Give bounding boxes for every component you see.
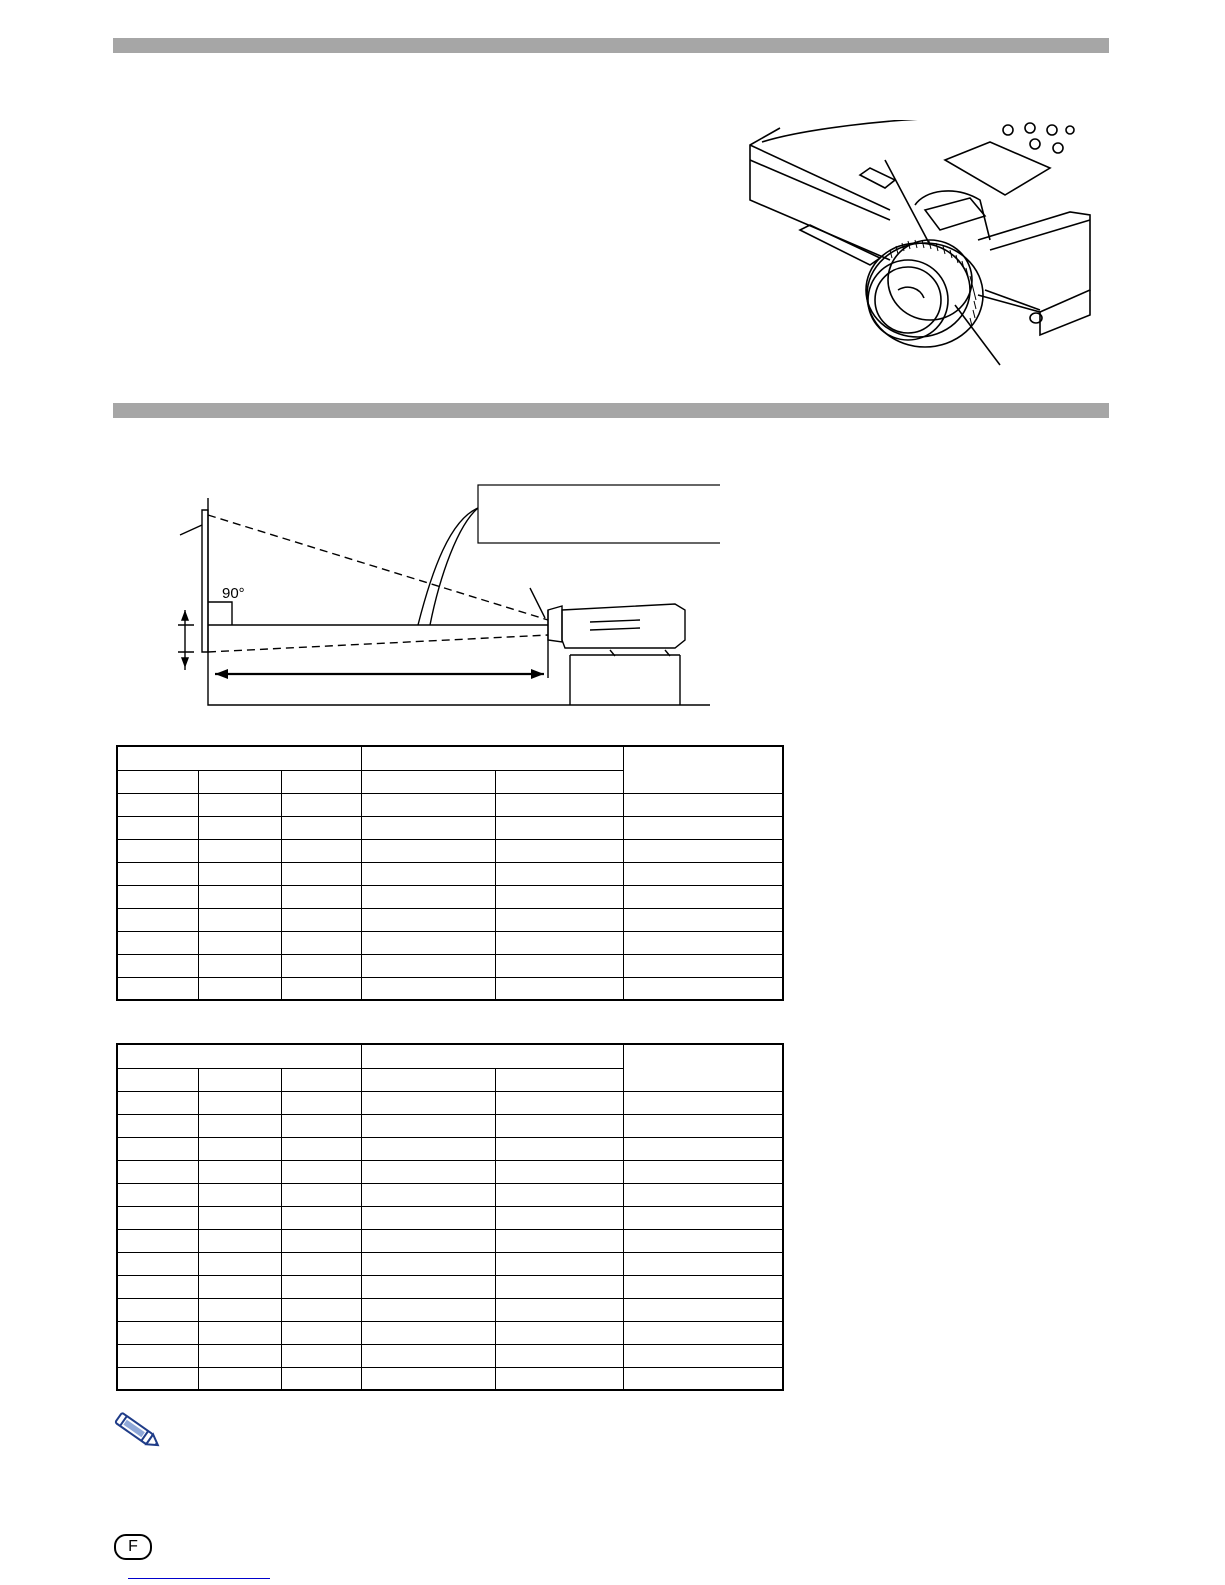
- table-row: [117, 1298, 783, 1321]
- table-row: [117, 954, 783, 977]
- table-header-cell: [623, 746, 783, 793]
- table-row: [117, 1252, 783, 1275]
- table-row: [117, 1275, 783, 1298]
- footer-link-underline[interactable]: [128, 1578, 270, 1579]
- table-row: [117, 1367, 783, 1390]
- table-row: [117, 908, 783, 931]
- projection-distance-diagram: [170, 480, 720, 720]
- table-row: [117, 1114, 783, 1137]
- table-row: [117, 1321, 783, 1344]
- projection-table-1: [116, 745, 784, 1001]
- table-row: [117, 1229, 783, 1252]
- table-row: [117, 816, 783, 839]
- projector-lens-illustration: [740, 120, 1110, 370]
- language-badge: F: [114, 1534, 152, 1560]
- table-row: [117, 1344, 783, 1367]
- table-row: [117, 793, 783, 816]
- table-row: [117, 1091, 783, 1114]
- table-row: [117, 1206, 783, 1229]
- section-header-bar-focus: [113, 38, 1109, 53]
- table-row: [117, 977, 783, 1000]
- table-row: [117, 862, 783, 885]
- note-pencil-icon: [108, 1410, 164, 1452]
- section-header-bar-screen-size: [113, 403, 1109, 418]
- table-row: [117, 931, 783, 954]
- table-row: [117, 1183, 783, 1206]
- table-row: [117, 839, 783, 862]
- right-angle-label: 90°: [222, 585, 245, 602]
- table-row: [117, 1160, 783, 1183]
- screen: [202, 510, 208, 652]
- table-row: [117, 1137, 783, 1160]
- projection-table-2: [116, 1043, 784, 1391]
- table-row: [117, 885, 783, 908]
- table-header-cell: [623, 1044, 783, 1091]
